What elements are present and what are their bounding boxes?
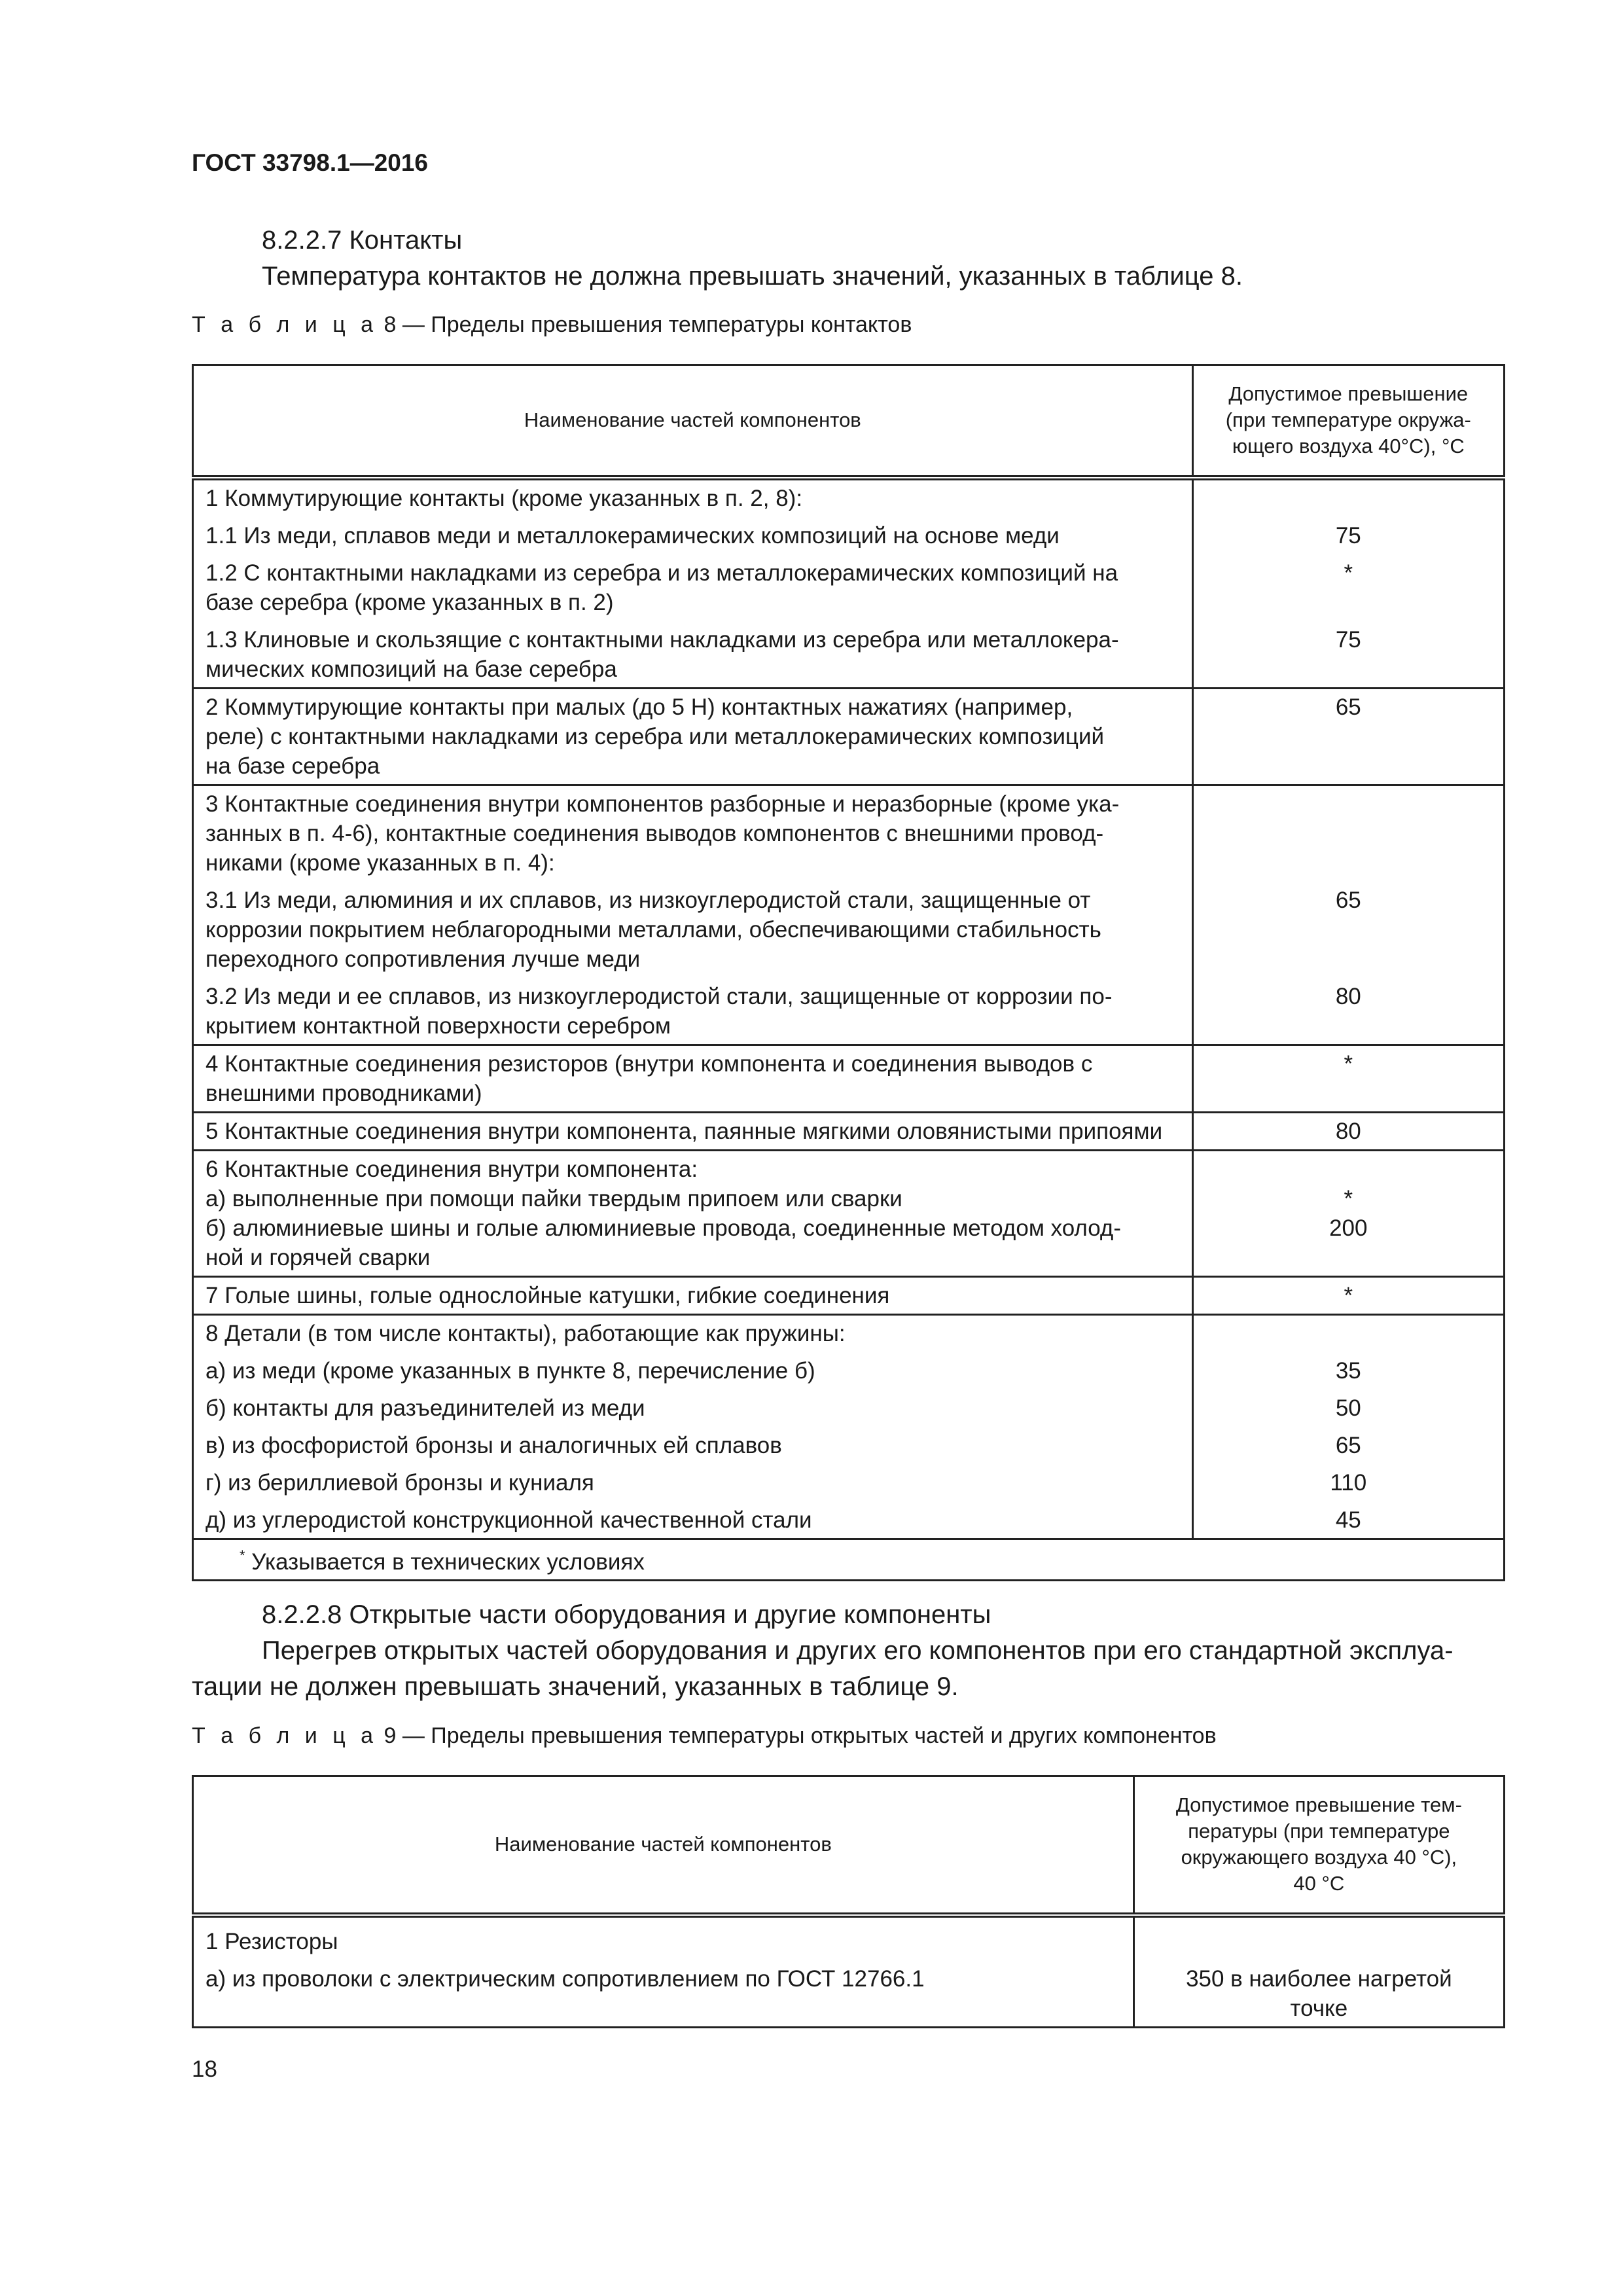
table9-caption [192, 1723, 1217, 1749]
section-8-2-2-8-title: 8.2.2.8 Открытые части оборудования и другие компоненты [262, 1600, 991, 1629]
table9-col2-header-line: пературы (при температуре [1188, 1820, 1450, 1843]
table8-value-line: 80 [1335, 1118, 1361, 1144]
table8-part-name-line: в) из фосфористой бронзы и аналогичных ей сплавов [205, 1432, 782, 1458]
table8-value-line [1194, 484, 1503, 513]
table8-value-line: 35 [1335, 1357, 1361, 1384]
table9-col2-header [1133, 1776, 1504, 1915]
table-8 [192, 364, 1505, 1581]
table-9 [192, 1775, 1505, 2028]
table8-value-line: * [1344, 560, 1353, 586]
table8-part-name-line: никами (кроме указанных в п. 4): [205, 850, 555, 876]
table8-value-line [1194, 789, 1503, 819]
table8-part-name-line: мических композиций на базе серебра [205, 656, 617, 682]
table8-temp-value [1192, 1314, 1504, 1539]
table8-value-line [1194, 751, 1503, 781]
table8-value-line [1194, 915, 1503, 944]
table9-caption-text: 9 — Пределы превышения температуры открытых частей и других компонентов [383, 1723, 1217, 1748]
table8-temp-value [1192, 785, 1504, 1045]
table8-part-name-line: 3.1 Из меди, алюминия и их сплавов, из низкоуглеродистой стали, защищенные от [205, 887, 1091, 913]
table-row [193, 1276, 1505, 1314]
table8-value-line [1194, 1319, 1503, 1348]
table8-part-name-line: 1.3 Клиновые и скользящие с контактными накладками из серебра или металлокера- [205, 626, 1119, 653]
table9-row2-label: а) из проволоки с электрическим сопротивлением по ГОСТ 12766.1 [205, 1965, 925, 1992]
table8-part-name-line: г) из бериллиевой бронзы и куниаля [205, 1469, 594, 1496]
table8-value-line [1194, 944, 1503, 974]
table8-part-name [193, 688, 1193, 785]
footnote-text: Указывается в технических условиях [251, 1549, 645, 1575]
table8-value-line: 65 [1335, 1432, 1361, 1458]
table8-col2-header [1192, 365, 1504, 478]
table8-part-name-line: 6 Контактные соединения внутри компонента: [205, 1156, 698, 1182]
table9-col2-header-line: Допустимое превышение тем- [1175, 1793, 1462, 1817]
table8-part-name-line: 3 Контактные соединения внутри компонентов разборные и неразборные (кроме ука- [205, 791, 1120, 817]
table8-part-name-line: крытием контактной поверхности серебром [205, 1013, 671, 1039]
table8-value-line: 65 [1335, 887, 1361, 913]
section-8-2-2-7-title: 8.2.2.7 Контакты [262, 226, 463, 255]
table-row [193, 478, 1505, 689]
table9-col2-header-line: окружающего воздуха 40 °С), [1181, 1846, 1457, 1869]
table8-value-line [1194, 588, 1503, 617]
table8-part-name [193, 478, 1193, 689]
footnote-mark: * [240, 1547, 245, 1564]
table8-part-name-line: 1.2 С контактными накладками из серебра и из металлокерамических композиций на [205, 560, 1118, 586]
table-row [193, 1150, 1505, 1276]
table8-part-name-line: д) из углеродистой конструкционной качественной стали [205, 1507, 812, 1533]
table8-part-name-line: 2 Коммутирующие контакты при малых (до 5 Н) контактных нажатиях (например, [205, 694, 1073, 720]
table8-value-line: 75 [1335, 626, 1361, 653]
table8-value-line: * [1344, 1282, 1353, 1308]
table8-part-name-line: внешними проводниками) [205, 1080, 482, 1106]
table8-caption-prefix: Т а б л и ц а [192, 312, 378, 337]
table8-part-name-line: б) контакты для разъединителей из меди [205, 1395, 645, 1421]
table8-value-line [1194, 819, 1503, 848]
table-row [193, 1045, 1505, 1112]
table8-value-line [1194, 1243, 1503, 1272]
table9-row-label [193, 1915, 1134, 2028]
table8-value-line: 75 [1335, 522, 1361, 548]
table8-part-name-line: на базе серебра [205, 753, 380, 779]
table8-part-name [193, 785, 1193, 1045]
table8-value-line: 45 [1335, 1507, 1361, 1533]
table8-part-name-line: реле) с контактными накладками из серебра или металлокерамических композиций [205, 723, 1105, 749]
table-row [193, 785, 1505, 1045]
table8-footnote-row [193, 1539, 1505, 1580]
table8-col2-header-line: ющего воздуха 40°С), °С [1232, 435, 1465, 458]
table8-value-line [1194, 1079, 1503, 1108]
table8-value-line: 50 [1335, 1395, 1361, 1421]
table8-part-name [193, 1112, 1193, 1150]
table8-part-name-line: 3.2 Из меди и ее сплавов, из низкоуглеродистой стали, защищенные от коррозии по- [205, 983, 1113, 1009]
table8-part-name [193, 1276, 1193, 1314]
table8-part-name-line: базе серебра (кроме указанных в п. 2) [205, 589, 614, 615]
section-8-2-2-8-line1: Перегрев открытых частей оборудования и других его компонентов при его стандартной эксплуа- [262, 1636, 1454, 1665]
table8-footnote [193, 1539, 1505, 1580]
table8-temp-value [1192, 1276, 1504, 1314]
table8-part-name-line: переходного сопротивления лучше меди [205, 946, 641, 972]
table8-caption [192, 312, 912, 338]
table8-value-line: 65 [1335, 694, 1361, 720]
table8-part-name [193, 1314, 1193, 1539]
table8-part-name-line: б) алюминиевые шины и голые алюминиевые провода, соединенные методом холод- [205, 1215, 1121, 1241]
table8-part-name [193, 1150, 1193, 1276]
table8-value-line [1194, 848, 1503, 878]
table8-value-line [1194, 1155, 1503, 1184]
section-8-2-2-7-text: Температура контактов не должна превышать значений, указанных в таблице 8. [262, 262, 1243, 291]
table8-temp-value [1192, 478, 1504, 689]
table9-col1-header: Наименование частей компонентов [193, 1776, 1134, 1915]
table8-part-name-line: 8 Детали (в том числе контакты), работающие как пружины: [205, 1320, 846, 1346]
table8-part-name-line: коррозии покрытием неблагородными металлами, обеспечивающими стабильность [205, 916, 1101, 942]
table-row [193, 688, 1505, 785]
table8-temp-value [1192, 1112, 1504, 1150]
table8-part-name-line: а) выполненные при помощи пайки твердым припоем или сварки [205, 1185, 902, 1211]
table8-value-line: 80 [1335, 983, 1361, 1009]
table8-col1-header: Наименование частей компонентов [193, 365, 1193, 478]
table9-col2-header-line: 40 °С [1293, 1872, 1345, 1895]
table9-row2-value-line: 350 в наиболее нагретой [1186, 1965, 1452, 1992]
table8-part-name-line: 1.1 Из меди, сплавов меди и металлокерамических композиций на основе меди [205, 522, 1060, 548]
table8-col2-header-line: (при температуре окружа- [1225, 408, 1471, 432]
table8-part-name [193, 1045, 1193, 1112]
table8-value-line [1194, 1011, 1503, 1041]
page-number: 18 [192, 2056, 217, 2082]
table8-value-line: 110 [1330, 1469, 1367, 1496]
table8-value-line: 200 [1329, 1215, 1368, 1241]
table9-row1-label: 1 Резисторы [205, 1928, 338, 1954]
table8-value-line: * [1344, 1185, 1353, 1211]
section-8-2-2-8-line2: тации не должен превышать значений, указанных в таблице 9. [192, 1672, 959, 1701]
table8-part-name-line: 7 Голые шины, голые однослойные катушки, гибкие соединения [205, 1282, 890, 1308]
table8-part-name-line: 1 Коммутирующие контакты (кроме указанных в п. 2, 8): [205, 485, 803, 511]
table8-body [193, 478, 1505, 1581]
table8-temp-value [1192, 1150, 1504, 1276]
table8-value-line: * [1344, 1050, 1353, 1077]
table8-caption-text: 8 — Пределы превышения температуры контактов [383, 312, 912, 337]
table9-row2-value-line: точке [1290, 1995, 1348, 2021]
table8-temp-value [1192, 1045, 1504, 1112]
table9-caption-prefix: Т а б л и ц а [192, 1723, 378, 1748]
document-header: ГОСТ 33798.1—2016 [192, 149, 429, 176]
table8-temp-value [1192, 688, 1504, 785]
table9-row-value [1133, 1915, 1504, 2028]
table8-part-name-line: а) из меди (кроме указанных в пункте 8, перечисление б) [205, 1357, 815, 1384]
table8-value-line [1194, 722, 1503, 751]
table8-part-name-line: ной и горячей сварки [205, 1244, 431, 1270]
table-row [193, 1314, 1505, 1539]
table8-part-name-line: 5 Контактные соединения внутри компонента, паянные мягкими оловянистыми припоями [205, 1118, 1163, 1144]
table8-part-name-line: занных в п. 4-6), контактные соединения выводов компонентов с внешними провод- [205, 820, 1104, 846]
table8-part-name-line: 4 Контактные соединения резисторов (внутри компонента и соединения выводов с [205, 1050, 1093, 1077]
table8-value-line [1194, 655, 1503, 684]
table8-col2-header-line: Допустимое превышение [1228, 382, 1469, 406]
table-row [193, 1112, 1505, 1150]
